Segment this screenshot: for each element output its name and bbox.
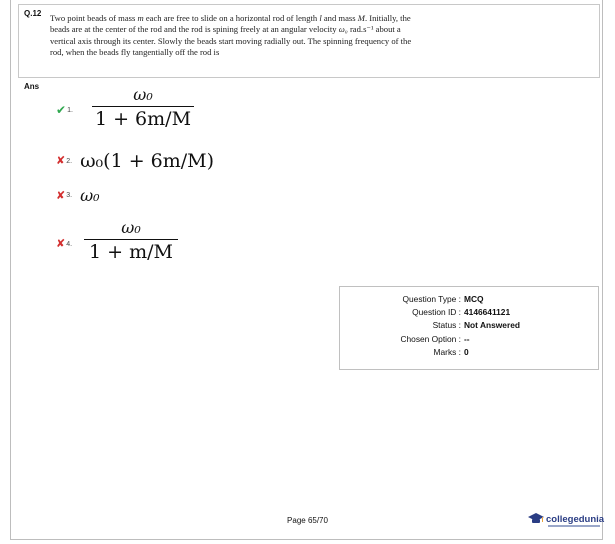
logo-tagline-line [548, 525, 600, 527]
option-3-expression: ω₀ [80, 186, 100, 205]
info-status: Status : Not Answered [432, 320, 520, 330]
page-frame [10, 0, 603, 540]
option-number: 2. [66, 157, 73, 165]
option-1-denominator: 1 + 6m/M [94, 108, 192, 130]
logo-text: collegedunia [546, 513, 605, 525]
option-1-fraction [92, 86, 194, 130]
option-3 [56, 186, 100, 205]
info-marks: Marks : 0 [433, 347, 469, 357]
question-text: Two point beads of mass m each are free to slide on a horizontal rod of length l and mass M. Initially, the beads are at the center of the rod and the rod is spining freely at an angular velocity ω₀ rad.s⁻¹ about a vertical axis through its center. Slowly the beads start moving radially out. The spinning frequency of the rod, when the beads fly tangentially off the rod is [50, 13, 412, 58]
option-4-numerator: ω₀ [121, 218, 141, 237]
option-1-numerator: ω₀ [133, 85, 153, 104]
option-1 [56, 104, 73, 116]
page-number: Page 65/70 [287, 516, 328, 525]
option-4-fraction [84, 219, 178, 263]
option-2 [56, 150, 214, 172]
collegedunia-logo [528, 512, 604, 526]
info-question-id: Question ID : 4146641121 [412, 307, 511, 317]
option-2-expression: ω₀(1 + 6m/M) [80, 150, 215, 172]
info-question-type: Question Type : MCQ [402, 294, 484, 304]
option-4-denominator: 1 + m/M [89, 241, 173, 263]
option-number: 3. [66, 192, 73, 199]
cross-icon: ✘ [56, 238, 66, 250]
fraction-bar [92, 106, 194, 107]
option-number: 4. [66, 240, 73, 248]
info-chosen-option: Chosen Option : -- [400, 334, 470, 344]
answer-label: Ans [24, 82, 40, 91]
cross-icon: ✘ [56, 155, 66, 167]
graduation-cap-icon [528, 512, 544, 526]
cross-icon: ✘ [56, 189, 66, 202]
check-icon: ✔ [56, 103, 67, 117]
question-number: Q.12 [24, 9, 42, 18]
fraction-bar [84, 239, 178, 240]
option-4 [56, 238, 72, 250]
option-number: 1. [67, 106, 73, 114]
